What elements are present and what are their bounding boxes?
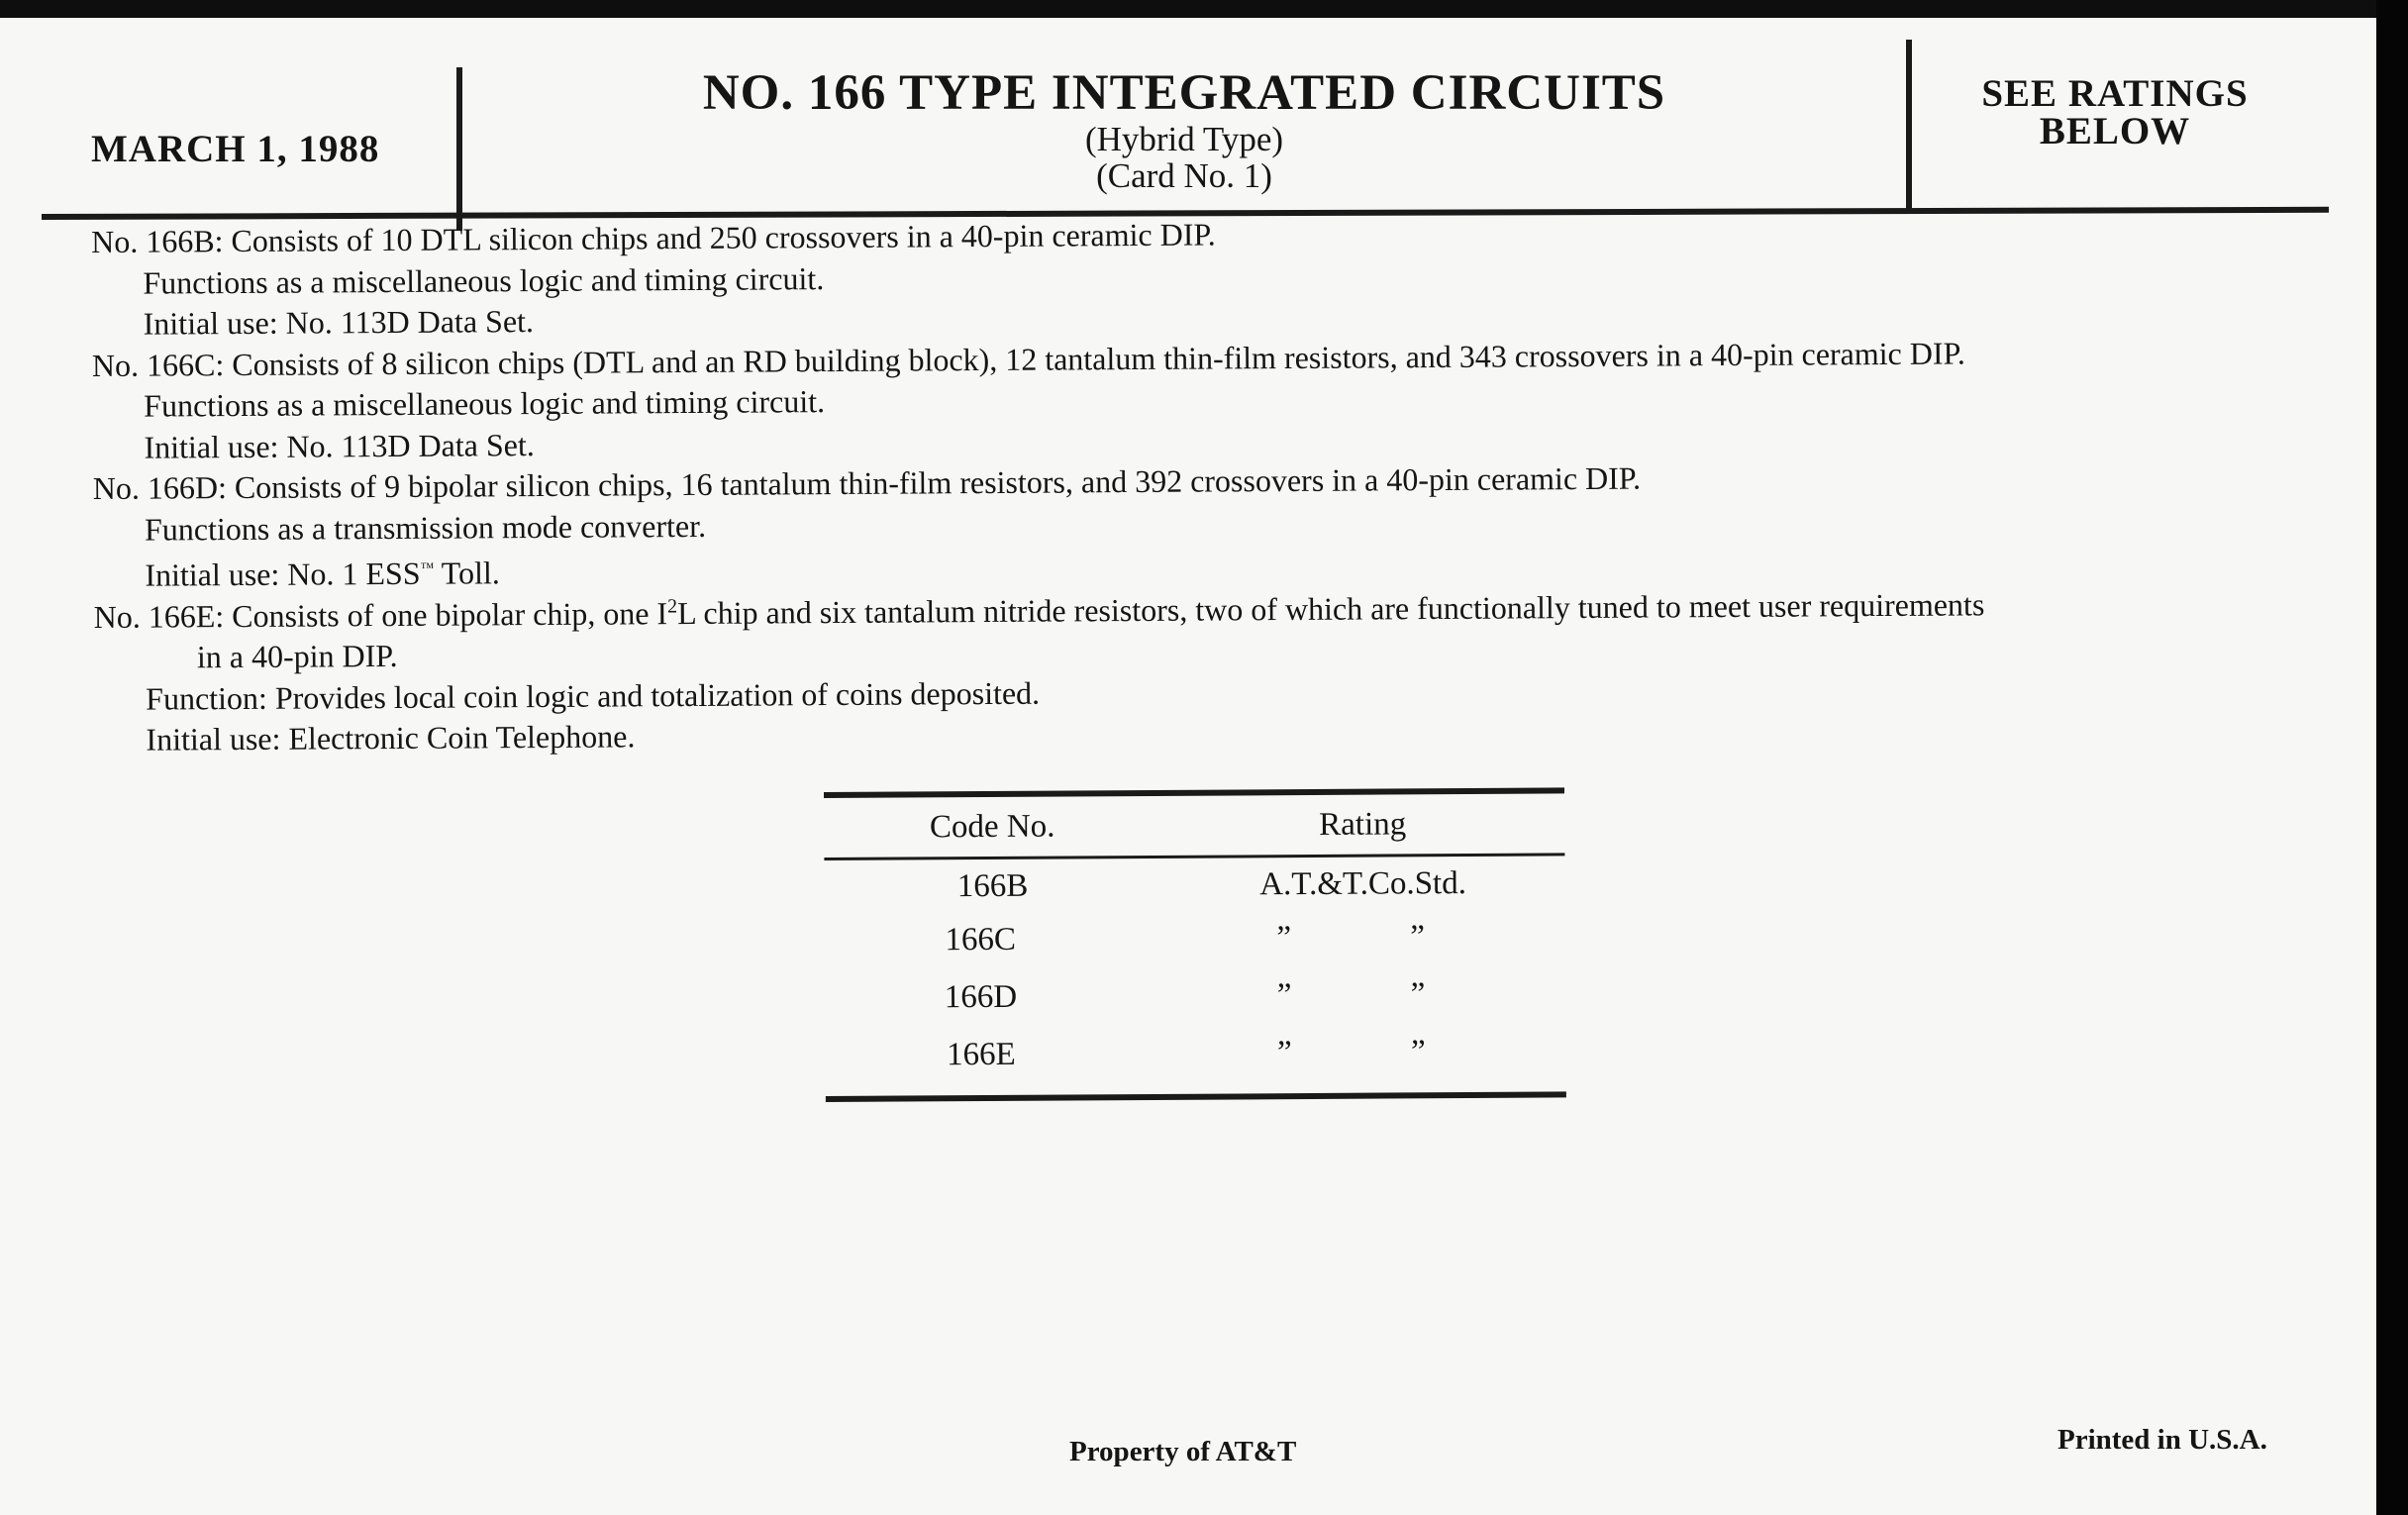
entry-166c-initial-use: Initial use: No. 113D Data Set. (144, 426, 535, 465)
table-row (825, 907, 1565, 969)
card-date: MARCH 1, 1988 (91, 128, 380, 170)
entry-166b-description: No. 166B: Consists of 10 DTL silicon chips and 250 crossovers in a 40-pin ceramic DIP. (91, 216, 1216, 259)
scan-edge (2376, 0, 2408, 1515)
code-cell: 166C (945, 921, 1017, 959)
rating-cell-ditto: ” ” (1276, 918, 1481, 957)
circuit-descriptions (91, 207, 2323, 760)
entry-166e-function: Function: Provides local coin logic and totalization of coins deposited. (146, 674, 1041, 717)
entry-166d-initial-use-suffix: Toll. (434, 555, 500, 591)
entry-166d-initial-use-prefix: Initial use: No. 1 ESS (145, 555, 421, 593)
entry-166e-description-cont: in a 40-pin DIP. (196, 637, 398, 675)
table-row (824, 858, 1564, 912)
superscript-2: 2 (666, 594, 678, 617)
entry-166e-description-prefix: No. 166E: Consists of one bipolar chip, one I (93, 594, 668, 635)
ratings-note (1912, 72, 2318, 152)
header-rating: Rating (1319, 806, 1407, 843)
entry-166e-initial-use: Initial use: Electronic Coin Telephone. (146, 718, 636, 758)
footer-printed: Printed in U.S.A. (2057, 1424, 2267, 1456)
code-cell: 166E (946, 1036, 1016, 1073)
header-center (462, 65, 1906, 194)
entry-166c-description: No. 166C: Consists of 8 silicon chips (DTL and an RD building block), 12 tantalum thin-film resistors, and 343 crossovers in a 40-pin ceramic DIP. (91, 334, 1965, 383)
ratings-table (824, 787, 1566, 1102)
entry-166d-function: Functions as a transmission mode converter. (144, 507, 707, 548)
rating-card (0, 18, 2376, 1515)
ratings-note-line1: SEE RATINGS (1981, 72, 2249, 115)
entry-166e-description-suffix: L chip and six tantalum nitride resistors, two of which are functionally tuned to meet user requirements (676, 585, 1985, 631)
card-subtitle-type: (Hybrid Type) (1084, 120, 1284, 158)
entry-166d-description: No. 166D: Consists of 9 bipolar silicon chips, 16 tantalum thin-film resistors, and 392 crossovers in a 40-pin ceramic DIP. (92, 459, 1642, 506)
rating-cell-ditto: ” ” (1277, 1033, 1481, 1071)
table-row (825, 964, 1565, 1027)
table-row (825, 1022, 1565, 1084)
entry-166c-function: Functions as a miscellaneous logic and timing circuit. (144, 383, 826, 424)
entry-166b-initial-use: Initial use: No. 113D Data Set. (143, 303, 535, 342)
trademark-symbol: ™ (420, 560, 435, 576)
rating-cell-ditto: ” ” (1276, 975, 1481, 1014)
footer-owner: Property of AT&T (1069, 1436, 1297, 1467)
card-title: NO. 166 TYPE INTEGRATED CIRCUITS (702, 65, 1666, 121)
card-subtitle-number: (Card No. 1) (1096, 156, 1272, 195)
table-bottom-rule (826, 1091, 1566, 1102)
header-code-no: Code No. (929, 808, 1055, 846)
table-header-row (824, 793, 1564, 858)
ratings-note-line2: BELOW (2039, 110, 2191, 152)
rating-cell: A.T.&T.Co.Std. (1259, 865, 1467, 903)
entry-166b-function: Functions as a miscellaneous logic and timing circuit. (143, 259, 825, 301)
code-cell: 166B (956, 867, 1029, 905)
code-cell: 166D (944, 978, 1018, 1016)
